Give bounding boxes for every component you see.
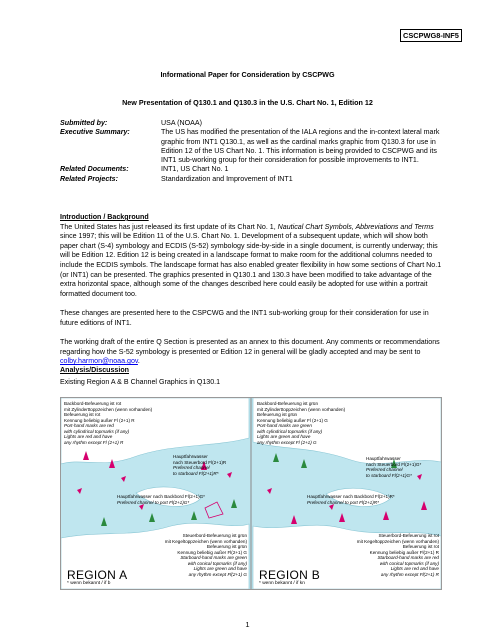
- paper-subtitle: New Presentation of Q130.1 and Q130.3 in the U.S. Chart No. 1, Edition 12: [122, 98, 373, 107]
- region-b-note: * wenn bekannt / if kn: [259, 581, 305, 586]
- region-b-starboard-text: Steuerbord-Befeuerung ist rot mit Kegeltoppzeichen (wenn vorhanden) Befeuerung ist rot Kennung beliebig außer Fl(2+1) R Starboard-hand marks are red with conical topmarks (if any) Lights are red and have any rhythm except Fl(2+1) R: [356, 533, 439, 577]
- intro-section: [60, 213, 442, 299]
- related-projects-value: Standardization and Improvement of INT1: [161, 174, 293, 183]
- intro-heading: Introduction / Background: [60, 213, 149, 221]
- executive-summary-label: Executive Summary:: [60, 128, 130, 137]
- region-a-note: * wenn bekannt / if b: [67, 581, 111, 586]
- related-documents-label: Related Documents:: [60, 165, 129, 174]
- intro-paragraph-3: The working draft of the entire Q Section is presented as an annex to this document. Any comments or recommendations regarding how the S-52 symbology is presented or Edition 12 in general will be gladly accepted and may be sent to colby.harmon@noaa.gov.: [60, 338, 440, 366]
- intro-paragraph-2: These changes are presented here to the CSPCWG and the INT1 sub-working group for their consideration for use in future editions of INT1.: [60, 309, 429, 327]
- region-b-preferred-starboard-text: Hauptfahrwasser nach Steuerbord Fl(2+1)G* Preferred channel to starboard Fl(2+1)G*: [366, 456, 422, 478]
- related-documents-row: [60, 165, 440, 174]
- region-a-starboard-text: Steuerbord-Befeuerung ist grün mit Kegeltoppzeichen (wenn vorhanden) Befeuerung ist grün Kennung beliebig außer Fl(2+1) G Starboard-hand marks are green with conical topmarks (if any) Lights are green and have any rhythm except Fl(2+1) G: [164, 533, 247, 577]
- executive-summary-row: [60, 128, 440, 165]
- region-a-port-text: Backbord-Befeuerung ist rot mit Zylinderttoppzeichen (wenn vorhanden) Befeuerung ist rot Kennung beliebig außer Fl (2+1) R Port-hand marks are red with cylindrical topmarks (if any) Lights are red and have any rhythm except Fl (2+1) R: [64, 401, 153, 445]
- related-projects-row: [60, 175, 440, 184]
- metadata-table: [60, 119, 440, 184]
- region-a-label: REGION A: [67, 568, 128, 582]
- region-b-preferred-port-text: Hauptfahrwasser nach Backbord Fl(2+1)R* Preferred channel to port Fl(2+1)R*: [307, 494, 395, 505]
- page-number: 1: [245, 620, 250, 629]
- document-id: CSCPWG8-INF5: [400, 29, 462, 42]
- analysis-section: [60, 366, 442, 387]
- region-b-port-text: Backbord-Befeuerung ist grün mit Zylinderttoppzeichen (wenn vorhanden) Befeuerung ist grün Kennung beliebig außer Fl (2+1) G Port-hand marks are green with cylindrical topmarks (if any) Lights are green and have any rhythm except Fl (2+1) G: [257, 401, 346, 445]
- contact-email-link[interactable]: colby.harmon@noaa.gov: [60, 357, 138, 366]
- channel-graphics-figure: [60, 397, 442, 590]
- region-a-preferred-port-text: Hauptfahrwasser nach Backbord Fl(2+1)G* Preferred channel to port Fl(2+1)G*: [117, 494, 205, 505]
- submitted-by-row: [60, 119, 440, 128]
- related-projects-label: Related Projects:: [60, 174, 118, 183]
- region-a-preferred-starboard-text: Hauptfahrwasser nach Steuerbord Fl(2+1)R Preferred channel to starboard Fl(2+1)R*: [173, 454, 227, 476]
- executive-summary-value: The US has modified the presentation of the IALA regions and the in-context lateral mark graphic from INT1 Q130.1, as well as the cardinal marks graphic from Q130.3 for use in Edition 12 of the US Chart No. 1. This information is being provided to CSCPWG and its INT1 sub-working group for their consideration for possible improvements to INT1.: [161, 128, 440, 165]
- submitted-by-value: USA (NOAA): [161, 119, 202, 127]
- related-documents-value: INT1, US Chart No. 1: [161, 165, 229, 174]
- submitted-by-label: Submitted by:: [60, 119, 108, 127]
- figure-caption: Existing Region A & B Channel Graphics in Q130.1: [60, 377, 221, 386]
- analysis-heading: Analysis/Discussion: [60, 366, 129, 374]
- region-b-label: REGION B: [259, 568, 321, 582]
- paper-title: Informational Paper for Consideration by CSCPWG: [160, 70, 335, 79]
- intro-paragraph-1: The United States has just released its first update of its Chart No. 1, Nautical Chart Symbols, Abbreviations and Terms since 1997; this will be Edition 11 of the U.S. Chart No. 1. Development of a subsequent update, which will show both paper chart (S-4) symbology and ECDIS (S-52) symbology side-by-side in a single document, is currently underway; this will be Edition 12. Edition 12 is being created in a landscape format to make room for the additional columns needed to include the ECDIS symbols. The landscape format has also enabled greater flexibility in how some sections of Chart No.1 (or INT1) can be presented. The graphics presented in Q130.1 and 130.3 have been modified to take advantage of the extra horizontal space, although some of the changes described here could easily be adopted for use within a portrait formatted document too.: [60, 222, 442, 298]
